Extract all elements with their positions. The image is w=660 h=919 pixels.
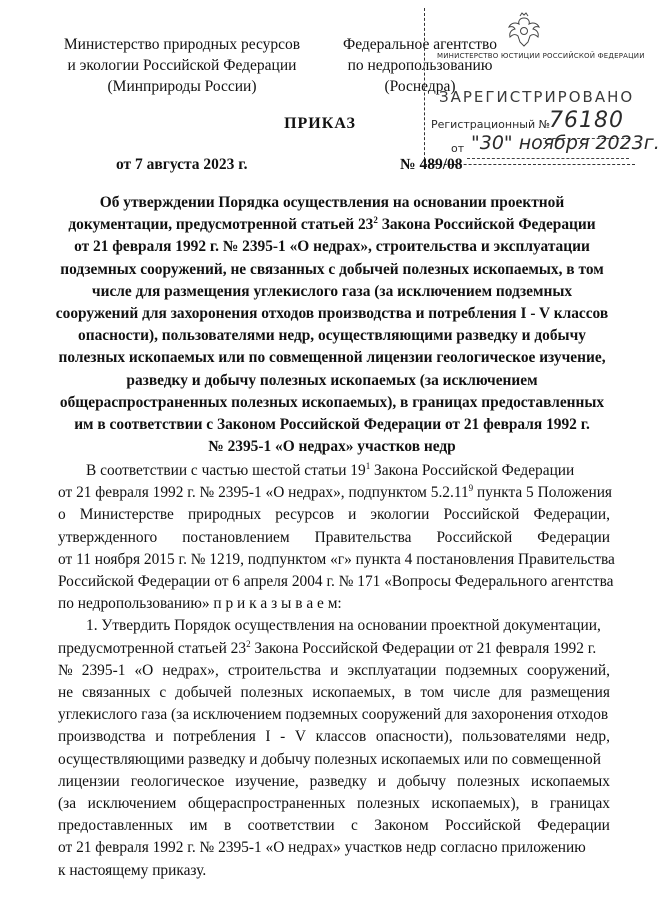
stamp-date-value: "30" ноября 2023г.	[471, 132, 660, 154]
body-line: по недропользованию» п р и к а з ы в а е м:	[58, 595, 342, 613]
agency-line-3: (Роснедра)	[384, 78, 456, 95]
agency-line-1: Федеральное агентство	[342, 36, 498, 53]
ministry-line-3: (Минприроды России)	[107, 78, 257, 95]
document-title	[50, 192, 614, 458]
ministry-header	[52, 34, 312, 97]
doc-title-line: подземных сооружений, не связанных с добычей полезных ископаемых, в том	[60, 260, 604, 278]
body-line: предоставленных им в соответствии с Законом Российской Федерации	[58, 817, 610, 835]
body-line: Российской Федерации от 6 апреля 2004 г. № 171 «Вопросы Федерального агентства	[58, 573, 614, 591]
doc-title-line: общераспространенных полезных ископаемых), в границах предоставленных	[59, 393, 605, 411]
body-line: производства и потребления I - V классов опасности), пользователями недр,	[58, 728, 610, 746]
order-title: ПРИКАЗ	[284, 115, 356, 132]
doc-title-line: № 2395-1 «О недрах» участков недр	[208, 438, 456, 456]
body-line: от 21 февраля 1992 г. № 2395-1 «О недрах» участков недр согласно приложению	[58, 839, 586, 857]
doc-title-line: числе для размещения углекислого газа (за исключением подземных	[91, 282, 573, 300]
body-line: от 11 ноября 2015 г. № 1219, подпунктом «г» пункта 4 постановления Правительства	[58, 550, 615, 568]
body-line: осуществляющими разведку и добычу полезных ископаемых или по совмещенной	[58, 750, 601, 768]
order-number: № 489/08	[400, 156, 463, 173]
doc-title-line: Об утверждении Порядка осуществления на основании проектной	[99, 194, 565, 211]
body-line: (за исключением общераспространенных полезных ископаемых), в границах	[58, 795, 610, 813]
document-body	[58, 460, 615, 882]
doc-title-line: полезных ископаемых или по совмещенной лицензии геологическое изучение,	[58, 349, 606, 367]
registration-stamp	[424, 8, 660, 165]
stamp-registered-title: ЗАРЕГИСТРИРОВАНО	[439, 88, 635, 106]
ministry-line-2: и экологии Российской Федерации	[67, 57, 297, 74]
stamp-reg-number: 76180	[549, 108, 624, 133]
stamp-reg-number-label: Регистрационный №	[431, 118, 551, 131]
body-line: утвержденного постановлением Правительства Российской Федерации	[58, 528, 610, 546]
russian-eagle-emblem-icon	[503, 12, 545, 52]
doc-title-line: разведку и добычу полезных ископаемых (за исключением	[126, 371, 538, 389]
stamp-ministry-text: МИНИСТЕРСТВО ЮСТИЦИИ РОССИЙСКОЙ ФЕДЕРАЦИИ	[437, 52, 645, 60]
agency-line-2: по недропользованию	[347, 57, 493, 74]
body-line: В соответствии с частью шестой статьи $19^1$ Закона Российской Федерации	[86, 461, 575, 479]
stamp-date-label: от	[451, 142, 465, 155]
doc-title-line: им в соответствии с Законом Российской Федерации от 21 февраля 1992 г.	[74, 416, 590, 434]
body-line: предусмотренной статьей $23^2$ Закона Российской Федерации от 21 февраля 1992 г.	[58, 638, 597, 657]
doc-title-line: от 21 февраля 1992 г. № 2395-1 «О недрах», строительства и эксплуатации	[74, 238, 590, 256]
doc-title-line: опасности), пользователями недр, осуществляющими разведку и добычу	[78, 327, 586, 345]
body-line: лицензии геологическое изучение, разведку и добычу полезных ископаемых	[58, 772, 610, 790]
body-line: 1. Утвердить Порядок осуществления на основании проектной документации,	[86, 617, 601, 635]
body-line: к настоящему приказу.	[58, 861, 207, 879]
body-line: углекислого газа (за исключением подземных сооружений для захоронения отходов	[58, 706, 609, 724]
doc-title-line: сооружений для захоронения отходов производства и потребления I - V классов	[55, 305, 609, 323]
order-date: от 7 августа 2023 г.	[116, 156, 248, 173]
body-line: № 2395-1 «О недрах», строительства и эксплуатации подземных сооружений,	[58, 661, 610, 679]
body-line: о Министерстве природных ресурсов и экологии Российской Федерации,	[58, 506, 610, 524]
body-line: не связанных с добычей полезных ископаемых, в том числе для размещения	[58, 684, 610, 702]
ministry-line-1: Министерство природных ресурсов	[63, 36, 301, 53]
body-line: от 21 февраля 1992 г. № 2395-1 «О недрах», подпунктом 5.2.11$^9$ пункта 5 Положения	[58, 483, 613, 502]
stamp-date-underline	[467, 158, 629, 159]
doc-title-line: документации, предусмотренной статьей $23^2$ Закона Российской Федерации	[68, 215, 596, 234]
